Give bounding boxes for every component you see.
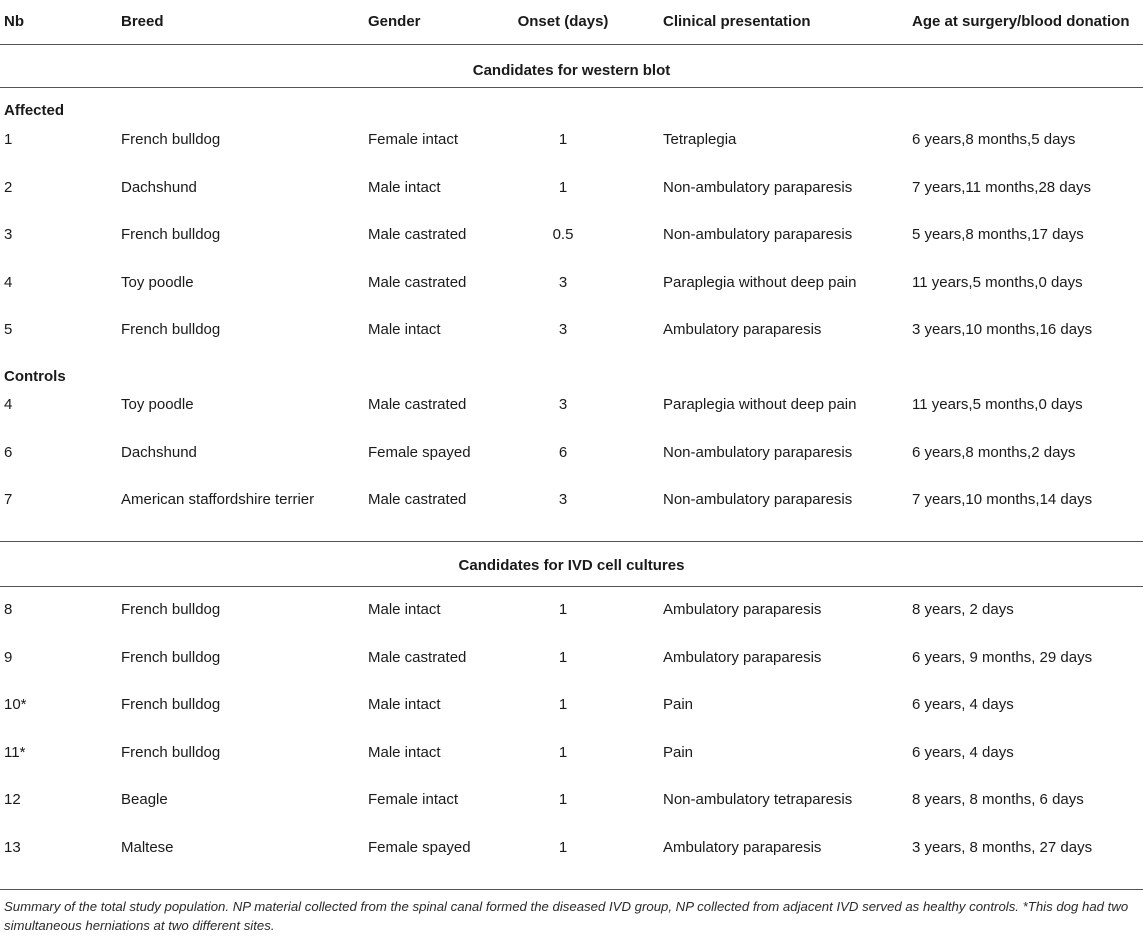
group-label: Controls	[4, 368, 66, 385]
table-row	[0, 177, 1143, 221]
section-divider	[0, 586, 1143, 587]
table-row	[0, 489, 1143, 533]
cell-gender: Male intact	[368, 744, 441, 761]
cell-gender: Male castrated	[368, 274, 467, 291]
cell-clinical-presentation: Paraplegia without deep pain	[663, 274, 857, 291]
cell-age: 3 years, 8 months, 27 days	[912, 839, 1093, 856]
cell-breed: French bulldog	[121, 321, 221, 338]
table-row	[0, 319, 1143, 363]
cell-breed: Dachshund	[121, 179, 197, 196]
table-header	[0, 0, 1143, 45]
header-age: Age at surgery/blood donation	[912, 13, 1130, 30]
table-row	[0, 837, 1143, 881]
cell-onset: 1	[558, 744, 568, 761]
cell-onset: 6	[558, 444, 568, 461]
cell-nb: 4	[4, 396, 13, 413]
cell-onset: 3	[558, 396, 568, 413]
cell-gender: Male intact	[368, 321, 441, 338]
cell-onset: 1	[558, 601, 568, 618]
cell-age: 6 years,8 months,2 days	[912, 444, 1076, 461]
cell-gender: Male castrated	[368, 226, 467, 243]
cell-nb: 7	[4, 491, 13, 508]
cell-age: 6 years, 4 days	[912, 696, 1014, 713]
cell-age: 3 years,10 months,16 days	[912, 321, 1093, 338]
cell-gender: Female intact	[368, 131, 459, 148]
table-row	[0, 442, 1143, 486]
cell-onset: 3	[558, 491, 568, 508]
cell-clinical-presentation: Paraplegia without deep pain	[663, 396, 857, 413]
cell-clinical-presentation: Non-ambulatory tetraparesis	[663, 791, 853, 808]
cell-clinical-presentation: Tetraplegia	[663, 131, 737, 148]
cell-breed: Maltese	[121, 839, 174, 856]
cell-clinical-presentation: Ambulatory paraparesis	[663, 839, 822, 856]
cell-nb: 5	[4, 321, 13, 338]
section-title: Candidates for western blot	[472, 62, 671, 79]
cell-clinical-presentation: Non-ambulatory paraparesis	[663, 226, 853, 243]
cell-age: 8 years, 8 months, 6 days	[912, 791, 1084, 808]
cell-gender: Female spayed	[368, 444, 471, 461]
cell-breed: American staffordshire terrier	[121, 491, 315, 508]
table-row	[0, 694, 1143, 738]
cell-gender: Male intact	[368, 696, 441, 713]
section-divider	[0, 87, 1143, 88]
cell-onset: 3	[558, 321, 568, 338]
cell-nb: 13	[4, 839, 21, 856]
cell-clinical-presentation: Non-ambulatory paraparesis	[663, 179, 853, 196]
cell-age: 7 years,10 months,14 days	[912, 491, 1093, 508]
cell-clinical-presentation: Ambulatory paraparesis	[663, 321, 822, 338]
cell-breed: Dachshund	[121, 444, 197, 461]
section-end-divider	[0, 541, 1143, 542]
cell-gender: Female spayed	[368, 839, 471, 856]
cell-age: 6 years, 9 months, 29 days	[912, 649, 1093, 666]
header-onset: Onset (days)	[517, 13, 609, 30]
section-title: Candidates for IVD cell cultures	[458, 557, 685, 574]
cell-gender: Male castrated	[368, 649, 467, 666]
cell-age: 6 years,8 months,5 days	[912, 131, 1076, 148]
cell-age: 8 years, 2 days	[912, 601, 1014, 618]
cell-breed: French bulldog	[121, 649, 221, 666]
cell-age: 7 years,11 months,28 days	[912, 179, 1091, 196]
cell-gender: Male intact	[368, 601, 441, 618]
table-row	[0, 224, 1143, 268]
header-gender: Gender	[368, 13, 421, 30]
cell-breed: Beagle	[121, 791, 168, 808]
cell-onset: 1	[558, 649, 568, 666]
cell-onset: 1	[558, 131, 568, 148]
cell-nb: 4	[4, 274, 13, 291]
cell-age: 6 years, 4 days	[912, 744, 1014, 761]
cell-clinical-presentation: Non-ambulatory paraparesis	[663, 491, 853, 508]
cell-gender: Female intact	[368, 791, 459, 808]
cell-nb: 8	[4, 601, 13, 618]
cell-clinical-presentation: Pain	[663, 744, 694, 761]
cell-nb: 2	[4, 179, 13, 196]
cell-onset: 1	[558, 179, 568, 196]
cell-nb: 12	[4, 791, 21, 808]
cell-nb: 3	[4, 226, 13, 243]
cell-clinical-presentation: Ambulatory paraparesis	[663, 649, 822, 666]
cell-nb: 6	[4, 444, 13, 461]
cell-breed: French bulldog	[121, 696, 221, 713]
cell-gender: Male intact	[368, 179, 441, 196]
table-row	[0, 742, 1143, 786]
table-caption: Summary of the total study population. NP material collected from the spinal canal formed the diseased IVD group, NP collected from adjacent IVD served as healthy controls. *This dog had two simultaneous herniations at two different sites.	[4, 899, 1129, 933]
cell-breed: Toy poodle	[121, 274, 194, 291]
cell-nb: 11*	[4, 744, 26, 761]
table-row	[0, 272, 1143, 316]
cell-age: 11 years,5 months,0 days	[912, 396, 1083, 413]
cell-gender: Male castrated	[368, 396, 467, 413]
cell-onset: 1	[558, 696, 568, 713]
cell-clinical-presentation: Ambulatory paraparesis	[663, 601, 822, 618]
table-row	[0, 129, 1143, 173]
cell-breed: French bulldog	[121, 601, 221, 618]
cell-breed: French bulldog	[121, 131, 221, 148]
cell-clinical-presentation: Pain	[663, 696, 694, 713]
table-row	[0, 789, 1143, 833]
cell-nb: 9	[4, 649, 13, 666]
cell-onset: 3	[558, 274, 568, 291]
cell-breed: Toy poodle	[121, 396, 194, 413]
cell-breed: French bulldog	[121, 226, 221, 243]
cell-nb: 10*	[4, 696, 27, 713]
cell-clinical-presentation: Non-ambulatory paraparesis	[663, 444, 853, 461]
header-breed: Breed	[121, 13, 164, 30]
section-end-divider	[0, 889, 1143, 890]
cell-nb: 1	[4, 131, 13, 148]
cell-age: 11 years,5 months,0 days	[912, 274, 1083, 291]
cell-onset: 1	[558, 791, 568, 808]
cell-age: 5 years,8 months,17 days	[912, 226, 1084, 243]
cell-onset: 1	[558, 839, 568, 856]
table-row	[0, 647, 1143, 691]
table-row	[0, 394, 1143, 438]
group-label: Affected	[4, 102, 65, 119]
header-nb: Nb	[4, 13, 24, 30]
cell-breed: French bulldog	[121, 744, 221, 761]
header-clinical-presentation: Clinical presentation	[663, 13, 811, 30]
table-row	[0, 599, 1143, 643]
cell-onset: 0.5	[552, 226, 574, 243]
cell-gender: Male castrated	[368, 491, 467, 508]
